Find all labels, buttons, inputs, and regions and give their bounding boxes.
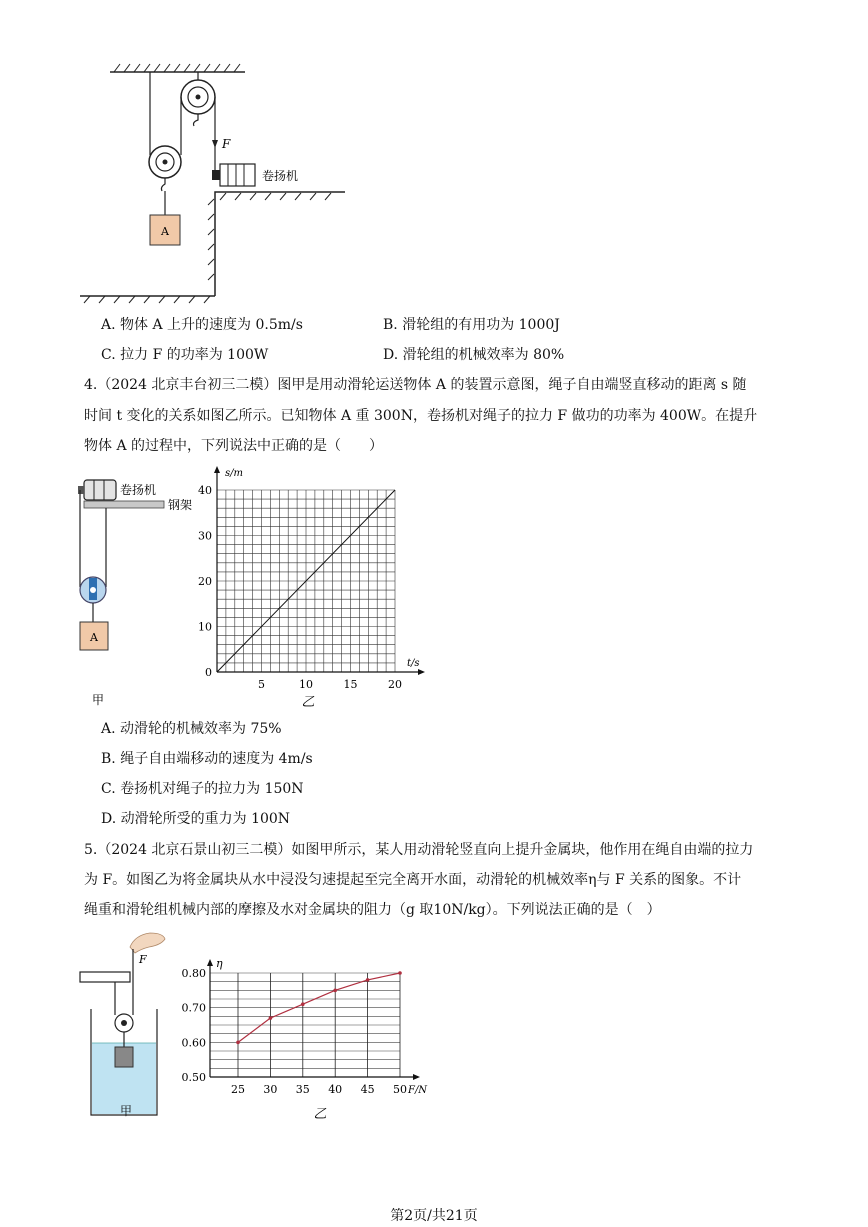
x-tick-label: 30: [263, 1083, 278, 1096]
q3-block-label: A: [161, 225, 169, 238]
data-point: [366, 978, 370, 982]
q5-caption-yi: 乙: [313, 1107, 327, 1122]
q5-force-label: F: [139, 953, 147, 966]
x-tick-label: 5: [258, 678, 265, 691]
y-tick-label: 0.70: [181, 1001, 206, 1015]
q3-option-b: B. 滑轮组的有用功为 1000J: [383, 317, 560, 333]
q4-beam-label: 钢架: [168, 498, 193, 512]
x-axis-label: t/s: [407, 658, 420, 669]
y-tick-label: 20: [198, 575, 212, 588]
q3-pulley-diagram: [70, 60, 360, 305]
q4-stem-line-3: 物体 A 的过程中，下列说法中正确的是（ ）: [84, 438, 384, 454]
data-point: [269, 1016, 273, 1020]
q4-chart: [195, 460, 435, 710]
y-tick-label: 0.50: [181, 1071, 206, 1084]
q4-option-c: C. 卷扬机对绳子的拉力为 150N: [101, 781, 304, 797]
x-tick-label: 45: [360, 1083, 375, 1096]
q5-stem-line-2: 为 F。如图乙为将金属块从水中浸没匀速提起至完全离开水面，动滑轮的机械效率η与 F 关系的图象。不计: [84, 872, 742, 888]
hand-icon: [130, 933, 165, 953]
q4-block-label: A: [90, 631, 98, 644]
q3-force-label: F: [222, 137, 231, 151]
x-tick-label: 50: [393, 1083, 407, 1096]
q4-winch-label: 卷扬机: [120, 483, 157, 497]
y-tick-label: 10: [198, 620, 212, 634]
x-tick-label: 25: [231, 1083, 245, 1096]
q3-option-c: C. 拉力 F 的功率为 100W: [101, 347, 269, 363]
q4-stem-line-2: 时间 t 变化的关系如图乙所示。已知物体 A 重 300N，卷扬机对绳子的拉力 F 做功的功率为 400W。在提升: [84, 408, 758, 424]
origin-label: 0: [205, 666, 212, 679]
y-axis-label: s/m: [225, 468, 243, 479]
data-point: [236, 1041, 240, 1045]
x-tick-label: 35: [295, 1083, 310, 1096]
q3-winch-label: 卷扬机: [262, 169, 299, 183]
y-axis-arrow: [214, 466, 220, 473]
q3-option-d: D. 滑轮组的机械效率为 80%: [383, 347, 565, 363]
q5-stem-line-1: 5.（2024 北京石景山初三二模）如图甲所示，某人用动滑轮竖直向上提升金属块，他作用在绳自由端的拉力: [84, 842, 754, 858]
q4-caption-yi: 乙: [301, 695, 315, 710]
q4-caption-jia: 甲: [92, 693, 105, 707]
q4-pulley-diagram: [70, 472, 200, 712]
x-axis-arrow: [413, 1074, 420, 1080]
q5-pulley-diagram: [75, 925, 175, 1120]
y-tick-label: 40: [198, 484, 212, 497]
q4-option-b: B. 绳子自由端移动的速度为 4m/s: [101, 751, 313, 767]
y-tick-label: 0.60: [181, 1036, 206, 1050]
page-footer: 第2页/共21页: [390, 1208, 478, 1224]
q4-option-d: D. 动滑轮所受的重力为 100N: [101, 811, 291, 827]
data-point: [333, 989, 337, 993]
q3-option-a: A. 物体 A 上升的速度为 0.5m/s: [101, 317, 303, 333]
x-tick-label: 10: [299, 678, 313, 691]
q5-chart: [170, 955, 435, 1125]
q4-stem-line-1: 4.（2024 北京丰台初三二模）图甲是用动滑轮运送物体 A 的装置示意图，绳子自由端竖直移动的距离 s 随: [84, 377, 747, 393]
y-axis-arrow: [207, 959, 213, 966]
y-tick-label: 0.80: [181, 967, 206, 980]
y-axis-label: η: [216, 957, 223, 970]
data-point: [301, 1002, 305, 1006]
data-point: [398, 971, 402, 975]
x-axis-label: F/N: [408, 1085, 428, 1096]
q5-stem-line-3: 绳重和滑轮组机械内部的摩擦及水对金属块的阻力（g 取10N/kg）。下列说法正确的是（ ）: [84, 902, 661, 918]
q4-option-a: A. 动滑轮的机械效率为 75%: [101, 721, 282, 737]
x-tick-label: 20: [388, 678, 402, 691]
y-tick-label: 30: [198, 529, 212, 543]
x-axis-arrow: [418, 669, 425, 675]
x-tick-label: 15: [343, 678, 358, 691]
x-tick-label: 40: [328, 1083, 343, 1096]
q5-caption-jia: 甲: [120, 1104, 133, 1118]
